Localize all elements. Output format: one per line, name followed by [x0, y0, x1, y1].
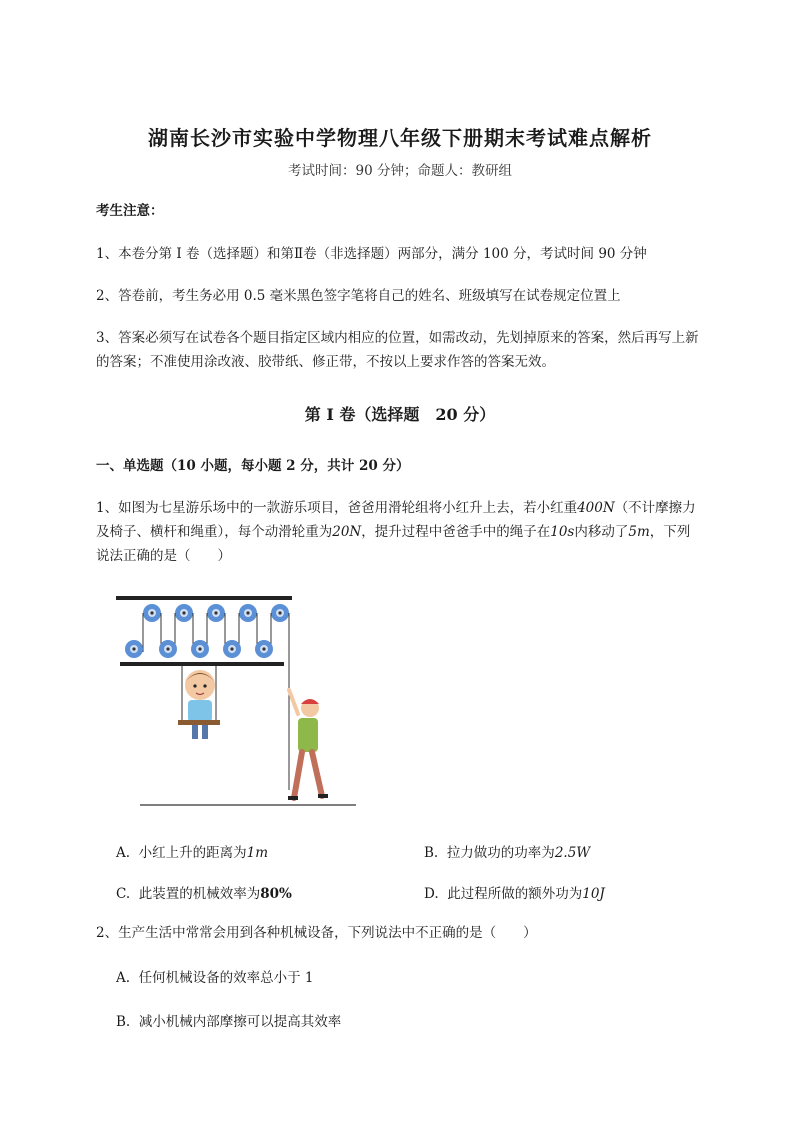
- option-text: 小红上升的距离为: [138, 845, 247, 861]
- fixed-pulleys: [143, 604, 289, 622]
- option-value: 2.5W: [554, 845, 591, 861]
- option-label: A.: [116, 970, 131, 986]
- q1-text: 及椅子、横杆和绳重），每个动滑轮重为: [96, 524, 333, 540]
- q1-text: （不计摩擦力: [614, 500, 696, 516]
- q2-stem: 2、生产生活中常常会用到各种机械设备，下列说法中不正确的是（ ）: [96, 925, 537, 941]
- option-text: 减小机械内部摩擦可以提高其效率: [138, 1014, 342, 1030]
- q1-time: 10s: [550, 524, 575, 540]
- option-value: 1m: [246, 845, 269, 861]
- lower-rod: [120, 662, 284, 666]
- q1-text: 1、如图为七星游乐场中的一款游乐项目，爸爸用滑轮组将小红升上去，若小红重: [96, 500, 578, 516]
- option-label: C.: [116, 886, 131, 902]
- option-label: A.: [116, 845, 131, 861]
- q1-text: ，提升过程中爸爸手中的绳子在: [361, 524, 551, 540]
- q1-pulley-weight: 20N: [332, 524, 362, 540]
- q1-option-c[interactable]: [116, 882, 292, 902]
- option-value: 10J: [582, 886, 605, 902]
- notice-item-1: 1、本卷分第 I 卷（选择题）和第Ⅱ卷（非选择题）两部分，满分 100 分，考试时间 90 分钟: [96, 246, 647, 262]
- q1-option-b[interactable]: [424, 841, 590, 861]
- q1-distance: 5m: [628, 524, 650, 540]
- q2-option-b[interactable]: [116, 1010, 341, 1030]
- option-label: D.: [424, 886, 439, 902]
- option-text: 拉力做功的功率为: [446, 845, 555, 861]
- option-text: 任何机械设备的效率总小于 1: [138, 970, 314, 986]
- option-label: B.: [424, 845, 439, 861]
- pulley-figure: [112, 590, 362, 812]
- q1-line-3: 说法正确的是（ ）: [96, 548, 231, 564]
- q1-line-2: [96, 521, 690, 543]
- child-on-swing: [178, 670, 220, 739]
- section-title: 第 I 卷（选择题 20 分）: [304, 405, 496, 424]
- exam-info: 考试时间：90 分钟；命题人：教研组: [288, 163, 512, 179]
- option-label: B.: [116, 1014, 131, 1030]
- option-text: 此装置的机械效率为: [138, 886, 261, 902]
- page-title: 湖南长沙市实验中学物理八年级下册期末考试难点解析: [148, 126, 652, 150]
- part-heading: 一、单选题（10 小题，每小题 2 分，共计 20 分）: [96, 458, 410, 474]
- q1-text: 内移动了: [574, 524, 629, 540]
- notice-item-2: 2、答卷前，考生务必用 0.5 毫米黑色签字笔将自己的姓名、班级填写在试卷规定位置上: [96, 288, 621, 304]
- movable-pulleys: [125, 640, 273, 658]
- q1-option-a[interactable]: [116, 841, 268, 861]
- q1-text: ，下列: [649, 524, 691, 540]
- notice-item-3-cont: 的答案；不准使用涂改液、胶带纸、修正带，不按以上要求作答的答案无效。: [96, 354, 555, 370]
- q1-line-1: [96, 497, 696, 519]
- q1-option-d[interactable]: [424, 882, 605, 902]
- father-pulling: [288, 690, 328, 800]
- option-value: 80%: [260, 886, 292, 902]
- q1-weight: 400N: [577, 500, 615, 516]
- top-rod: [116, 596, 292, 600]
- notice-heading: 考生注意：: [96, 203, 164, 219]
- q2-option-a[interactable]: [116, 966, 314, 986]
- option-text: 此过程所做的额外功为: [447, 886, 583, 902]
- notice-item-3: 3、答案必须写在试卷各个题目指定区域内相应的位置，如需改动，先划掉原来的答案，然后再写上新: [96, 330, 699, 346]
